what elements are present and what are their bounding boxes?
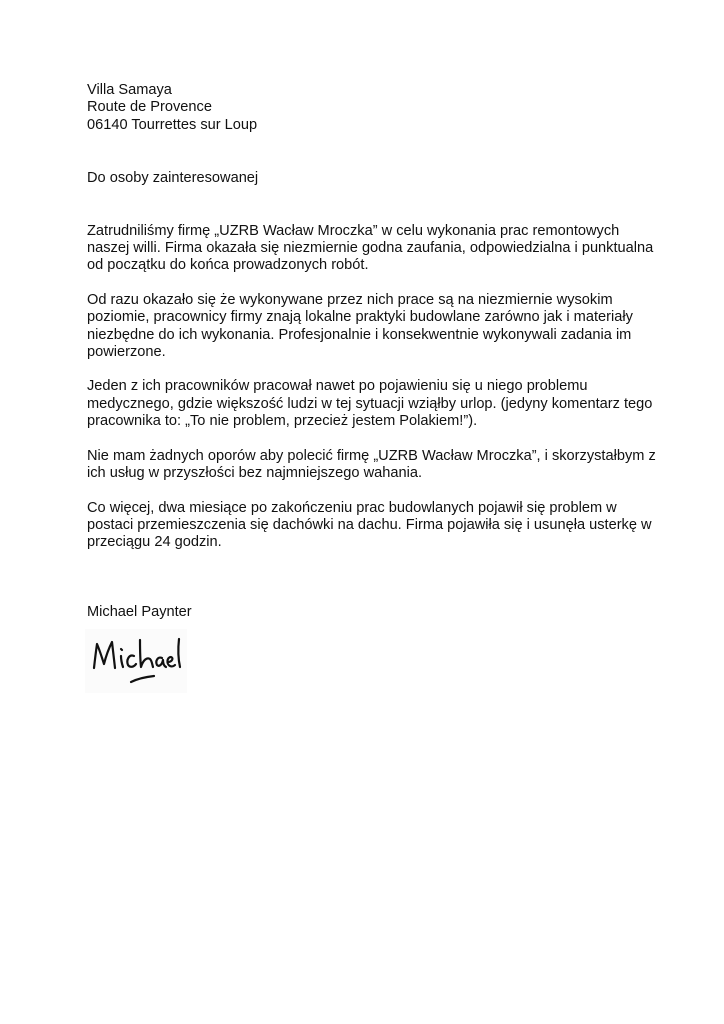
address-line-3: 06140 Tourrettes sur Loup bbox=[87, 116, 258, 133]
sender-address bbox=[87, 82, 662, 134]
paragraph-5: Co więcej, dwa miesiące po zakończeniu prac budowlanych pojawił się problem w postaci przemieszczenia się dachówki na dachu. Firma pojawiła się i usunęła usterkę w przeciągu 24 godzin. bbox=[87, 499, 652, 551]
sender-name: Michael Paynter bbox=[87, 603, 192, 620]
salutation: Do osoby zainteresowanej bbox=[87, 170, 259, 187]
handwritten-signature bbox=[85, 629, 187, 693]
address-line-1: Villa Samaya bbox=[87, 82, 172, 98]
paragraph-1: Zatrudniliśmy firmę „UZRB Wacław Mroczka” w celu wykonania prac remontowych naszej willi. Firma okazała się niezmiernie godna zaufania, odpowiedzialna i punktualna od początku do końca prowadzonych robót. bbox=[87, 222, 654, 274]
letter-body bbox=[87, 82, 662, 693]
paragraph-2: Od razu okazało się że wykonywane przez nich prace są na niezmiernie wysokim poziomie, pracownicy firmy znają lokalne praktyki budowlane zarówno jak i materiały niezbędne do ich wykonania. Profesjonalnie i konsekwentnie wykonywali zadania im powierzone. bbox=[87, 291, 633, 361]
address-line-2: Route de Provence bbox=[87, 99, 212, 116]
paragraph-3: Jeden z ich pracowników pracował nawet po pojawieniu się u niego problemu medycznego, gdzie większość ludzi w tej sytuacji wziąłby urlop. (jedyny komentarz tego pracownika to: „To nie problem, przecież jestem Polakiem!”). bbox=[87, 378, 653, 430]
paragraph-4: Nie mam żadnych oporów aby polecić firmę „UZRB Wacław Mroczka”, i skorzystałbym z ich usług w przyszłości bez najmniejszego wahania. bbox=[87, 447, 656, 482]
